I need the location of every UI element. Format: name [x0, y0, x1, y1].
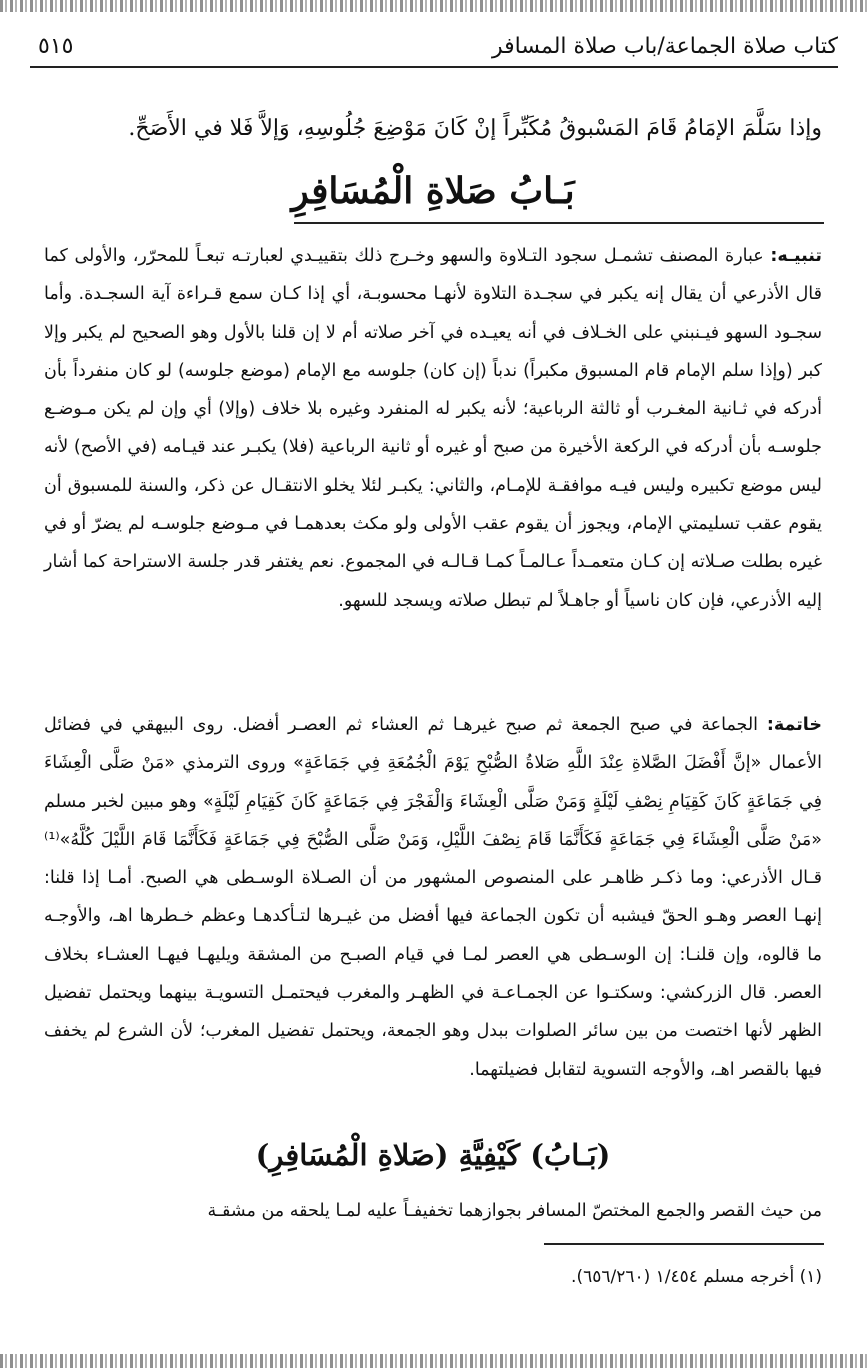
- tanbih-lead: تنبيـه:: [770, 246, 822, 266]
- tanbih-paragraph: [44, 237, 822, 620]
- khatima-paragraph: [44, 706, 822, 1089]
- khatima-text: الجماعة في صبح الجمعة ثم صبح غيرهـا ثم العشاء ثم العصـر أفضل. روى البيهقي في فضائل الأعمال «إنَّ أَفْضَلَ الصَّلاةِ عِنْدَ اللَّهِ صَلاةُ الصُّبْحِ يَوْمَ الْجُمُعَةِ فِي جَمَاعَةٍ» وروى الترمذي «مَنْ صَلَّى الْعِشَاءَ فِي جَمَاعَةٍ كَانَ كَقِيَامِ نِصْفِ لَيْلَةٍ وَمَنْ صَلَّى الْعِشَاءَ وَالْفَجْرَ فِي جَمَاعَةٍ كَانَ كَقِيَامِ لَيْلَةٍ» وهو مبين لخبر مسلم «مَنْ صَلَّى الْعِشَاءَ فِي جَمَاعَةٍ فَكَأَنَّمَا قَامَ نِصْفَ اللَّيْلِ، وَمَنْ صَلَّى الصُّبْحَ فِي جَمَاعَةٍ فَكَأَنَّمَا قَامَ اللَّيْلَ كُلَّهُ»⁽¹⁾ قـال الأذرعي: وما ذكـر ظاهـر على المنصوص المشهور من أن الصـلاة الوسـطى هي الصبح. أمـا إذا قلنا: إنهـا العصر وهـو الحقّ فيشبه أن تكون الجماعة فيها أفضل من غيـرها لتـأكدهـا وعظم خـطرها اهـ، والأوجـه ما قالوه، وإن قلنـا: إن الوسـطى هي العصر لمـا في قيام الصبـح من المشقة ويليهـا فيهـا العشـاء بخلاف العصر. قال الزركشي: وسكتـوا عن الجمـاعـة في الظهـر والمغرب فيحتمـل التسويـة بينهما ويحتمل تفضيل الظهر لأنها اختصت من بين سائر الصلوات ببدل وهو الجمعة، ويحتمل تفضيل المغرب؛ لأن الشرع لم يخفف فيها بالقصر اهـ، والأوجه التسوية لتقابل فضيلتهما.: [44, 715, 822, 1080]
- chapter-heading: بَـابُ صَلاةِ الْمُسَافِرِ: [291, 170, 575, 212]
- header-rule: [30, 66, 838, 68]
- matn-continuation: وإذا سَلَّمَ الإمَامُ قَامَ المَسْبوقُ مُكَبِّراً إنْ كَانَ مَوْضِعَ جُلُوسِهِ، وَإلاَّ فَلا في الأَصَحِّ.: [128, 116, 822, 141]
- section-heading: (بَـابُ) كَيْفِيَّةِ (صَلاةِ الْمُسَافِرِ): [255, 1138, 611, 1172]
- khatima-lead: خاتمة:: [766, 715, 822, 735]
- footnote: (١) أخرجه مسلم ١/٤٥٤ (٦٥٦/٢٦٠).: [571, 1267, 822, 1287]
- page-number: ٥١٥: [38, 34, 74, 59]
- tanbih-text: عبارة المصنف تشمـل سجود التـلاوة والسهو وخـرج ذلك بتقييـدي لعبارتـه تبعـاً للمحرّر، والأولى كما قال الأذرعي أن يقال إنه يكبر في سجـدة التلاوة لأنهـا محسوبـة، أي إذا كـان سمع قـراءة آية السجـدة. وأما سجـود السهو فيـنبني على الخـلاف في أنه يعيـده في آخر صلاته أم لا إن قلنا بالأول وهو الصحيح لم يكبر وإلا كبر (وإذا سلم الإمام قام المسبوق مكبراً) ندباً (إن كان) جلوسه مع الإمام (موضع جلوسه) لو كان منفرداً بأن أدركه في ثـانية المغـرب أو ثالثة الرباعية؛ لأنه يكبر له المنفرد وغيره بلا خلاف (وإلا) أي وإن لم يكن مـوضـع جلوسـه بأن أدركه في الركعة الأخيرة من صبح أو غيره أو ثانية الرباعية (فلا) يكبـر عند قيـامه (في الأصح) لأنه ليس موضع تكبيره وليس فيـه موافقـة للإمـام، والثاني: يكبـر لئلا يخلو الانتقـال عن ذكر، والسنة للمسبوق أن يقوم عقب تسليمتي الإمام، ويجوز أن يقوم عقب الأولى ولو مكث بعدهمـا في مـوضع جلوسـه لم يضرّ أو في غيره بطلت صـلاته إن كـان متعمـداً عـالمـاً كمـا قـالـه في المجموع. نعم يغتفر قدر جلسة الاستراحة كما أشار إليه الأذرعي، فإن كان ناسياً أو جاهـلاً لم تبطل صلاته ويسجد للسهو.: [44, 246, 822, 611]
- chapter-rule: [294, 222, 824, 224]
- footnote-rule: [544, 1243, 824, 1245]
- top-border-ornament: [0, 0, 868, 12]
- bottom-border-ornament: [0, 1354, 868, 1368]
- page-header: [38, 30, 838, 70]
- running-title: كتاب صلاة الجماعة/باب صلاة المسافر: [492, 34, 838, 59]
- section-opening-text: من حيث القصر والجمع المختصّ المسافر بجوازهما تخفيفـاً عليه لمـا يلحقه من مشقـة: [207, 1201, 822, 1221]
